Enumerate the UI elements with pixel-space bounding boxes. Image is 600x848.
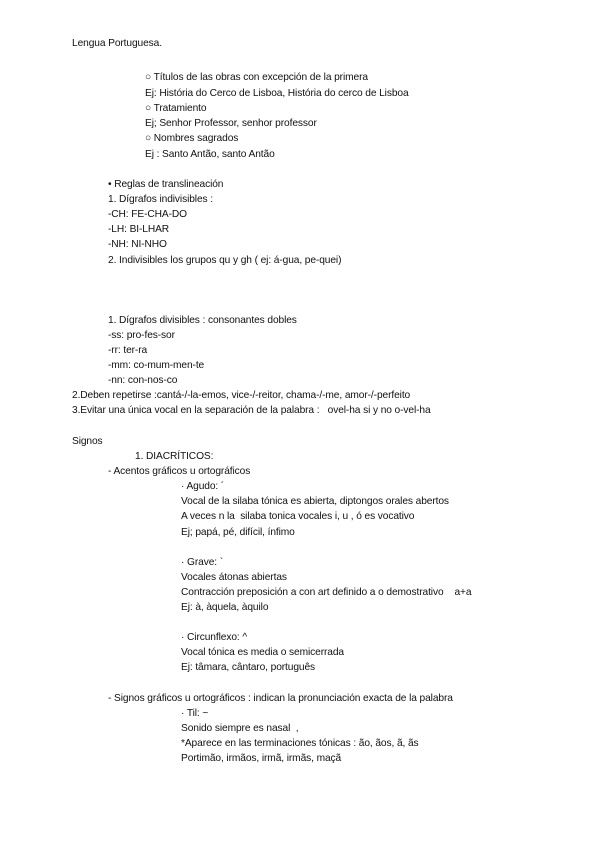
digrafo-mm: -mm: co-mum-men-te xyxy=(108,360,205,371)
grave-line: Vocales átonas abiertas xyxy=(181,572,287,583)
nombres-example: Ej : Santo Antão, santo Antão xyxy=(145,149,275,160)
tratamiento-item: ○ Tratamiento xyxy=(145,103,207,114)
digrafo-ch: -CH: FE-CHA-DO xyxy=(108,209,187,220)
diacriticos-heading: 1. DIACRÍTICOS: xyxy=(135,451,214,462)
tratamiento-example: Ej; Senhor Professor, senhor professor xyxy=(145,118,317,129)
digrafo-nn: -nn: con-nos-co xyxy=(108,375,178,386)
titulos-item: ○ Títulos de las obras con excepción de la primera xyxy=(145,72,368,83)
indivisibles-title: 1. Dígrafos indivisibles : xyxy=(108,194,213,205)
indivisibles-qu-gh: 2. Indivisibles los grupos qu y gh ( ej: á-gua, pe-quei) xyxy=(108,255,342,266)
circunflexo-title: · Circunflexo: ^ xyxy=(181,632,248,643)
signos-graficos-heading: - Signos gráficos u ortográficos : indican la pronunciación exacta de la palabra xyxy=(108,693,453,704)
agudo-title: · Agudo: ´ xyxy=(181,481,225,492)
agudo-line: Vocal de la silaba tónica es abierta, diptongos orales abertos xyxy=(181,496,449,507)
digrafo-rr: -rr: ter-ra xyxy=(108,345,148,356)
digrafo-lh: -LH: BI-LHAR xyxy=(108,224,170,235)
acentos-heading: - Acentos gráficos u ortográficos xyxy=(108,466,251,477)
til-line: *Aparece en las terminaciones tónicas : ão, ãos, ã, ãs xyxy=(181,738,419,749)
nombres-item: ○ Nombres sagrados xyxy=(145,133,239,144)
grave-line: Contracción preposición a con art definido a o demostrativo a+a xyxy=(181,587,472,598)
divisibles-title: 1. Dígrafos divisibles : consonantes dobles xyxy=(108,315,297,326)
digrafo-nh: -NH: NI-NHO xyxy=(108,239,167,250)
til-example: Portimão, irmãos, irmã, irmãs, maçã xyxy=(181,753,342,764)
signos-heading: Signos xyxy=(72,436,103,447)
translineacion-heading: • Reglas de translineación xyxy=(108,179,224,190)
til-line: Sonido siempre es nasal , xyxy=(181,723,299,734)
regla-repetir: 2.Deben repetirse :cantá-/-la-emos, vice-/-reitor, chama-/-me, amor-/-perfeito xyxy=(72,390,411,401)
circunflexo-line: Vocal tónica es media o semicerrada xyxy=(181,647,344,658)
digrafo-ss: -ss: pro-fes-sor xyxy=(108,330,175,341)
grave-example: Ej: à, àquela, àquilo xyxy=(181,602,269,613)
regla-evitar: 3.Evitar una única vocal en la separación de la palabra : ovel-ha si y no o-vel-ha xyxy=(72,405,431,416)
agudo-line: A veces n la silaba tonica vocales i, u , ó es vocativo xyxy=(181,511,415,522)
titulos-example: Ej: História do Cerco de Lisboa, História do cerco de Lisboa xyxy=(145,88,409,99)
circunflexo-example: Ej: tâmara, cântaro, português xyxy=(181,662,316,673)
grave-title: · Grave: ` xyxy=(181,557,224,568)
til-title: · Til: ~ xyxy=(181,708,209,719)
doc-title: Lengua Portuguesa. xyxy=(72,38,162,49)
agudo-example: Ej; papá, pé, difícil, ínfimo xyxy=(181,527,295,538)
